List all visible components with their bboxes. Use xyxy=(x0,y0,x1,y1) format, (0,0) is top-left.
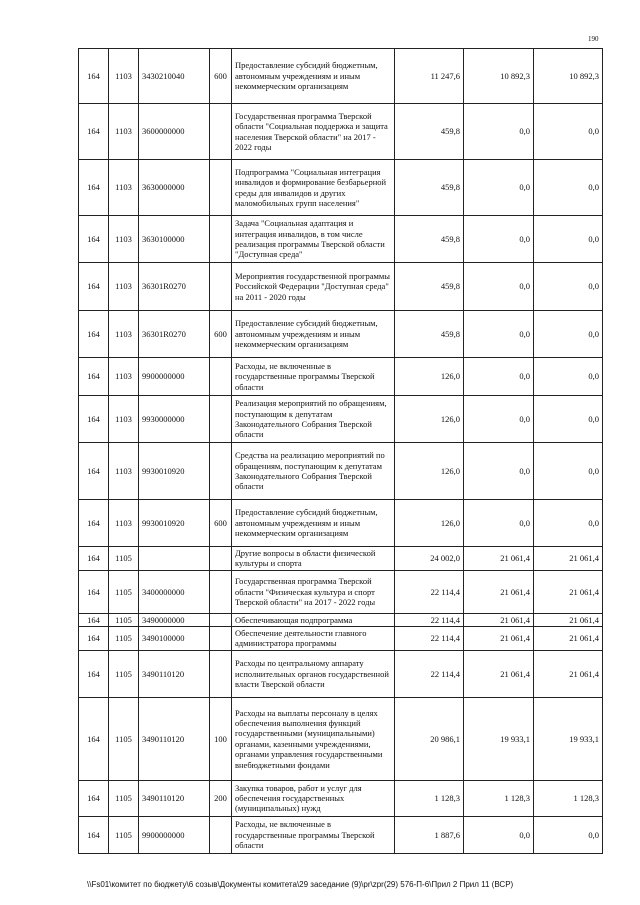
item-name-cell: Предоставление субсидий бюджетным, автономным учреждениям и иным некоммерческим организациям xyxy=(232,500,395,547)
amount-2020-cell: 22 114,4 xyxy=(395,650,464,697)
admin-code-cell: 164 xyxy=(79,443,109,500)
amount-2020-cell: 1 128,3 xyxy=(395,780,464,816)
expense-type-cell xyxy=(210,613,232,626)
amount-2020-cell: 20 986,1 xyxy=(395,697,464,780)
admin-code-cell: 164 xyxy=(79,104,109,160)
section-code-cell: 1105 xyxy=(109,697,139,780)
table-row xyxy=(79,547,603,571)
admin-code-cell: 164 xyxy=(79,358,109,396)
amount-2022-cell: 0,0 xyxy=(534,160,603,216)
amount-2022-cell: 0,0 xyxy=(534,500,603,547)
item-name-cell: Расходы, не включенные в государственные программы Тверской области xyxy=(232,358,395,396)
item-name-cell: Закупка товаров, работ и услуг для обеспечения государственных (муниципальных) нужд xyxy=(232,780,395,816)
section-code-cell: 1103 xyxy=(109,500,139,547)
amount-2021-cell: 21 061,4 xyxy=(464,570,534,613)
section-code-cell: 1103 xyxy=(109,160,139,216)
expense-type-cell xyxy=(210,570,232,613)
admin-code-cell: 164 xyxy=(79,570,109,613)
amount-2022-cell: 21 061,4 xyxy=(534,650,603,697)
expense-type-cell: 200 xyxy=(210,780,232,816)
amount-2022-cell: 0,0 xyxy=(534,216,603,263)
admin-code-cell: 164 xyxy=(79,547,109,571)
target-code-cell: 3490110120 xyxy=(139,780,210,816)
table-row xyxy=(79,358,603,396)
amount-2022-cell: 21 061,4 xyxy=(534,547,603,571)
expense-type-cell xyxy=(210,160,232,216)
amount-2022-cell: 21 061,4 xyxy=(534,570,603,613)
amount-2020-cell: 1 887,6 xyxy=(395,816,464,853)
expense-type-cell xyxy=(210,650,232,697)
section-code-cell: 1103 xyxy=(109,396,139,443)
amount-2021-cell: 0,0 xyxy=(464,216,534,263)
target-code-cell: 3600000000 xyxy=(139,104,210,160)
target-code-cell: 3490000000 xyxy=(139,613,210,626)
target-code-cell: 9930010920 xyxy=(139,443,210,500)
target-code-cell xyxy=(139,547,210,571)
expense-type-cell xyxy=(210,104,232,160)
admin-code-cell: 164 xyxy=(79,816,109,853)
table-row xyxy=(79,780,603,816)
section-code-cell: 1103 xyxy=(109,443,139,500)
item-name-cell: Расходы на выплаты персоналу в целях обеспечения выполнения функций государственными (муниципальными) органами, казенными учреждениями, органами управления государственными внебюджетными фондами xyxy=(232,697,395,780)
table-row xyxy=(79,263,603,311)
amount-2020-cell: 22 114,4 xyxy=(395,613,464,626)
amount-2021-cell: 0,0 xyxy=(464,396,534,443)
admin-code-cell: 164 xyxy=(79,650,109,697)
section-code-cell: 1105 xyxy=(109,547,139,571)
target-code-cell: 36301R0270 xyxy=(139,311,210,358)
section-code-cell: 1105 xyxy=(109,627,139,651)
section-code-cell: 1103 xyxy=(109,104,139,160)
amount-2022-cell: 1 128,3 xyxy=(534,780,603,816)
amount-2020-cell: 459,8 xyxy=(395,160,464,216)
amount-2022-cell: 0,0 xyxy=(534,816,603,853)
item-name-cell: Предоставление субсидий бюджетным, автономным учреждениям и иным некоммерческим организациям xyxy=(232,311,395,358)
amount-2022-cell: 0,0 xyxy=(534,104,603,160)
amount-2021-cell: 21 061,4 xyxy=(464,627,534,651)
table-row xyxy=(79,650,603,697)
amount-2020-cell: 22 114,4 xyxy=(395,570,464,613)
amount-2020-cell: 11 247,6 xyxy=(395,49,464,104)
target-code-cell: 36301R0270 xyxy=(139,263,210,311)
target-code-cell: 9900000000 xyxy=(139,816,210,853)
amount-2020-cell: 126,0 xyxy=(395,500,464,547)
admin-code-cell: 164 xyxy=(79,216,109,263)
target-code-cell: 3490110120 xyxy=(139,650,210,697)
section-code-cell: 1103 xyxy=(109,216,139,263)
item-name-cell: Реализация мероприятий по обращениям, поступающим к депутатам Законодательного Собрания Тверской области xyxy=(232,396,395,443)
amount-2020-cell: 126,0 xyxy=(395,396,464,443)
expense-type-cell: 600 xyxy=(210,311,232,358)
budget-table-body xyxy=(79,49,603,854)
expense-type-cell xyxy=(210,396,232,443)
section-code-cell: 1103 xyxy=(109,358,139,396)
expense-type-cell xyxy=(210,627,232,651)
amount-2022-cell: 21 061,4 xyxy=(534,613,603,626)
table-row xyxy=(79,160,603,216)
expense-type-cell: 600 xyxy=(210,500,232,547)
amount-2021-cell: 0,0 xyxy=(464,816,534,853)
admin-code-cell: 164 xyxy=(79,627,109,651)
target-code-cell: 3430210040 xyxy=(139,49,210,104)
amount-2022-cell: 0,0 xyxy=(534,358,603,396)
section-code-cell: 1105 xyxy=(109,613,139,626)
amount-2022-cell: 0,0 xyxy=(534,443,603,500)
amount-2022-cell: 19 933,1 xyxy=(534,697,603,780)
target-code-cell: 9900000000 xyxy=(139,358,210,396)
amount-2021-cell: 21 061,4 xyxy=(464,613,534,626)
expense-type-cell xyxy=(210,216,232,263)
amount-2020-cell: 22 114,4 xyxy=(395,627,464,651)
table-row xyxy=(79,443,603,500)
expense-type-cell xyxy=(210,816,232,853)
amount-2020-cell: 126,0 xyxy=(395,358,464,396)
amount-2022-cell: 0,0 xyxy=(534,396,603,443)
target-code-cell: 3490110120 xyxy=(139,697,210,780)
amount-2021-cell: 0,0 xyxy=(464,160,534,216)
amount-2022-cell: 10 892,3 xyxy=(534,49,603,104)
amount-2020-cell: 126,0 xyxy=(395,443,464,500)
admin-code-cell: 164 xyxy=(79,613,109,626)
table-row xyxy=(79,500,603,547)
section-code-cell: 1103 xyxy=(109,311,139,358)
admin-code-cell: 164 xyxy=(79,311,109,358)
expense-type-cell xyxy=(210,443,232,500)
amount-2020-cell: 459,8 xyxy=(395,311,464,358)
admin-code-cell: 164 xyxy=(79,396,109,443)
amount-2022-cell: 21 061,4 xyxy=(534,627,603,651)
section-code-cell: 1103 xyxy=(109,49,139,104)
item-name-cell: Государственная программа Тверской области "Физическая культура и спорт Тверской области" на 2017 - 2022 годы xyxy=(232,570,395,613)
table-row xyxy=(79,570,603,613)
target-code-cell: 9930010920 xyxy=(139,500,210,547)
expense-type-cell: 600 xyxy=(210,49,232,104)
amount-2021-cell: 0,0 xyxy=(464,358,534,396)
admin-code-cell: 164 xyxy=(79,160,109,216)
budget-table xyxy=(78,48,603,854)
item-name-cell: Другие вопросы в области физической культуры и спорта xyxy=(232,547,395,571)
amount-2021-cell: 0,0 xyxy=(464,311,534,358)
target-code-cell: 3630000000 xyxy=(139,160,210,216)
amount-2021-cell: 1 128,3 xyxy=(464,780,534,816)
amount-2020-cell: 459,8 xyxy=(395,104,464,160)
section-code-cell: 1105 xyxy=(109,650,139,697)
item-name-cell: Задача "Социальная адаптация и интеграция инвалидов, в том числе реализация программы Тверской области "Доступная среда" xyxy=(232,216,395,263)
amount-2022-cell: 0,0 xyxy=(534,263,603,311)
table-row xyxy=(79,816,603,853)
section-code-cell: 1103 xyxy=(109,263,139,311)
amount-2021-cell: 0,0 xyxy=(464,104,534,160)
amount-2022-cell: 0,0 xyxy=(534,311,603,358)
target-code-cell: 3490100000 xyxy=(139,627,210,651)
admin-code-cell: 164 xyxy=(79,500,109,547)
item-name-cell: Обеспечение деятельности главного администратора программы xyxy=(232,627,395,651)
table-row xyxy=(79,627,603,651)
item-name-cell: Государственная программа Тверской области "Социальная поддержка и защита населения Тверской области" на 2017 - 2022 годы xyxy=(232,104,395,160)
item-name-cell: Средства на реализацию мероприятий по обращениям, поступающим к депутатам Законодательного Собрания Тверской области xyxy=(232,443,395,500)
expense-type-cell xyxy=(210,358,232,396)
amount-2020-cell: 459,8 xyxy=(395,263,464,311)
expense-type-cell xyxy=(210,547,232,571)
table-row xyxy=(79,311,603,358)
item-name-cell: Мероприятия государственной программы Российской Федерации "Доступная среда" на 2011 - 2020 годы xyxy=(232,263,395,311)
item-name-cell: Подпрограмма "Социальная интеграция инвалидов и формирование безбарьерной среды для инвалидов и других маломобильных групп населения" xyxy=(232,160,395,216)
table-row xyxy=(79,396,603,443)
amount-2021-cell: 0,0 xyxy=(464,443,534,500)
table-row xyxy=(79,49,603,104)
item-name-cell: Расходы, не включенные в государственные программы Тверской области xyxy=(232,816,395,853)
amount-2020-cell: 459,8 xyxy=(395,216,464,263)
expense-type-cell xyxy=(210,263,232,311)
page-number: 190 xyxy=(588,35,599,43)
target-code-cell: 3630100000 xyxy=(139,216,210,263)
item-name-cell: Обеспечивающая подпрограмма xyxy=(232,613,395,626)
amount-2021-cell: 21 061,4 xyxy=(464,650,534,697)
document-file-path: \\Fs01\комитет по бюджету\6 созыв\Документы комитета\29 заседание (9)\pr\zpr(29) 576-П-6\Прил 2 Прил 11 (ВСР) xyxy=(87,880,514,889)
item-name-cell: Предоставление субсидий бюджетным, автономным учреждениям и иным некоммерческим организациям xyxy=(232,49,395,104)
admin-code-cell: 164 xyxy=(79,697,109,780)
admin-code-cell: 164 xyxy=(79,263,109,311)
admin-code-cell: 164 xyxy=(79,49,109,104)
table-row xyxy=(79,216,603,263)
amount-2021-cell: 0,0 xyxy=(464,500,534,547)
target-code-cell: 9930000000 xyxy=(139,396,210,443)
table-row xyxy=(79,104,603,160)
target-code-cell: 3400000000 xyxy=(139,570,210,613)
amount-2021-cell: 0,0 xyxy=(464,263,534,311)
amount-2021-cell: 21 061,4 xyxy=(464,547,534,571)
section-code-cell: 1105 xyxy=(109,780,139,816)
table-row xyxy=(79,613,603,626)
table-row xyxy=(79,697,603,780)
amount-2021-cell: 10 892,3 xyxy=(464,49,534,104)
section-code-cell: 1105 xyxy=(109,816,139,853)
expense-type-cell: 100 xyxy=(210,697,232,780)
amount-2021-cell: 19 933,1 xyxy=(464,697,534,780)
admin-code-cell: 164 xyxy=(79,780,109,816)
item-name-cell: Расходы по центральному аппарату исполнительных органов государственной власти Тверской области xyxy=(232,650,395,697)
section-code-cell: 1105 xyxy=(109,570,139,613)
amount-2020-cell: 24 002,0 xyxy=(395,547,464,571)
